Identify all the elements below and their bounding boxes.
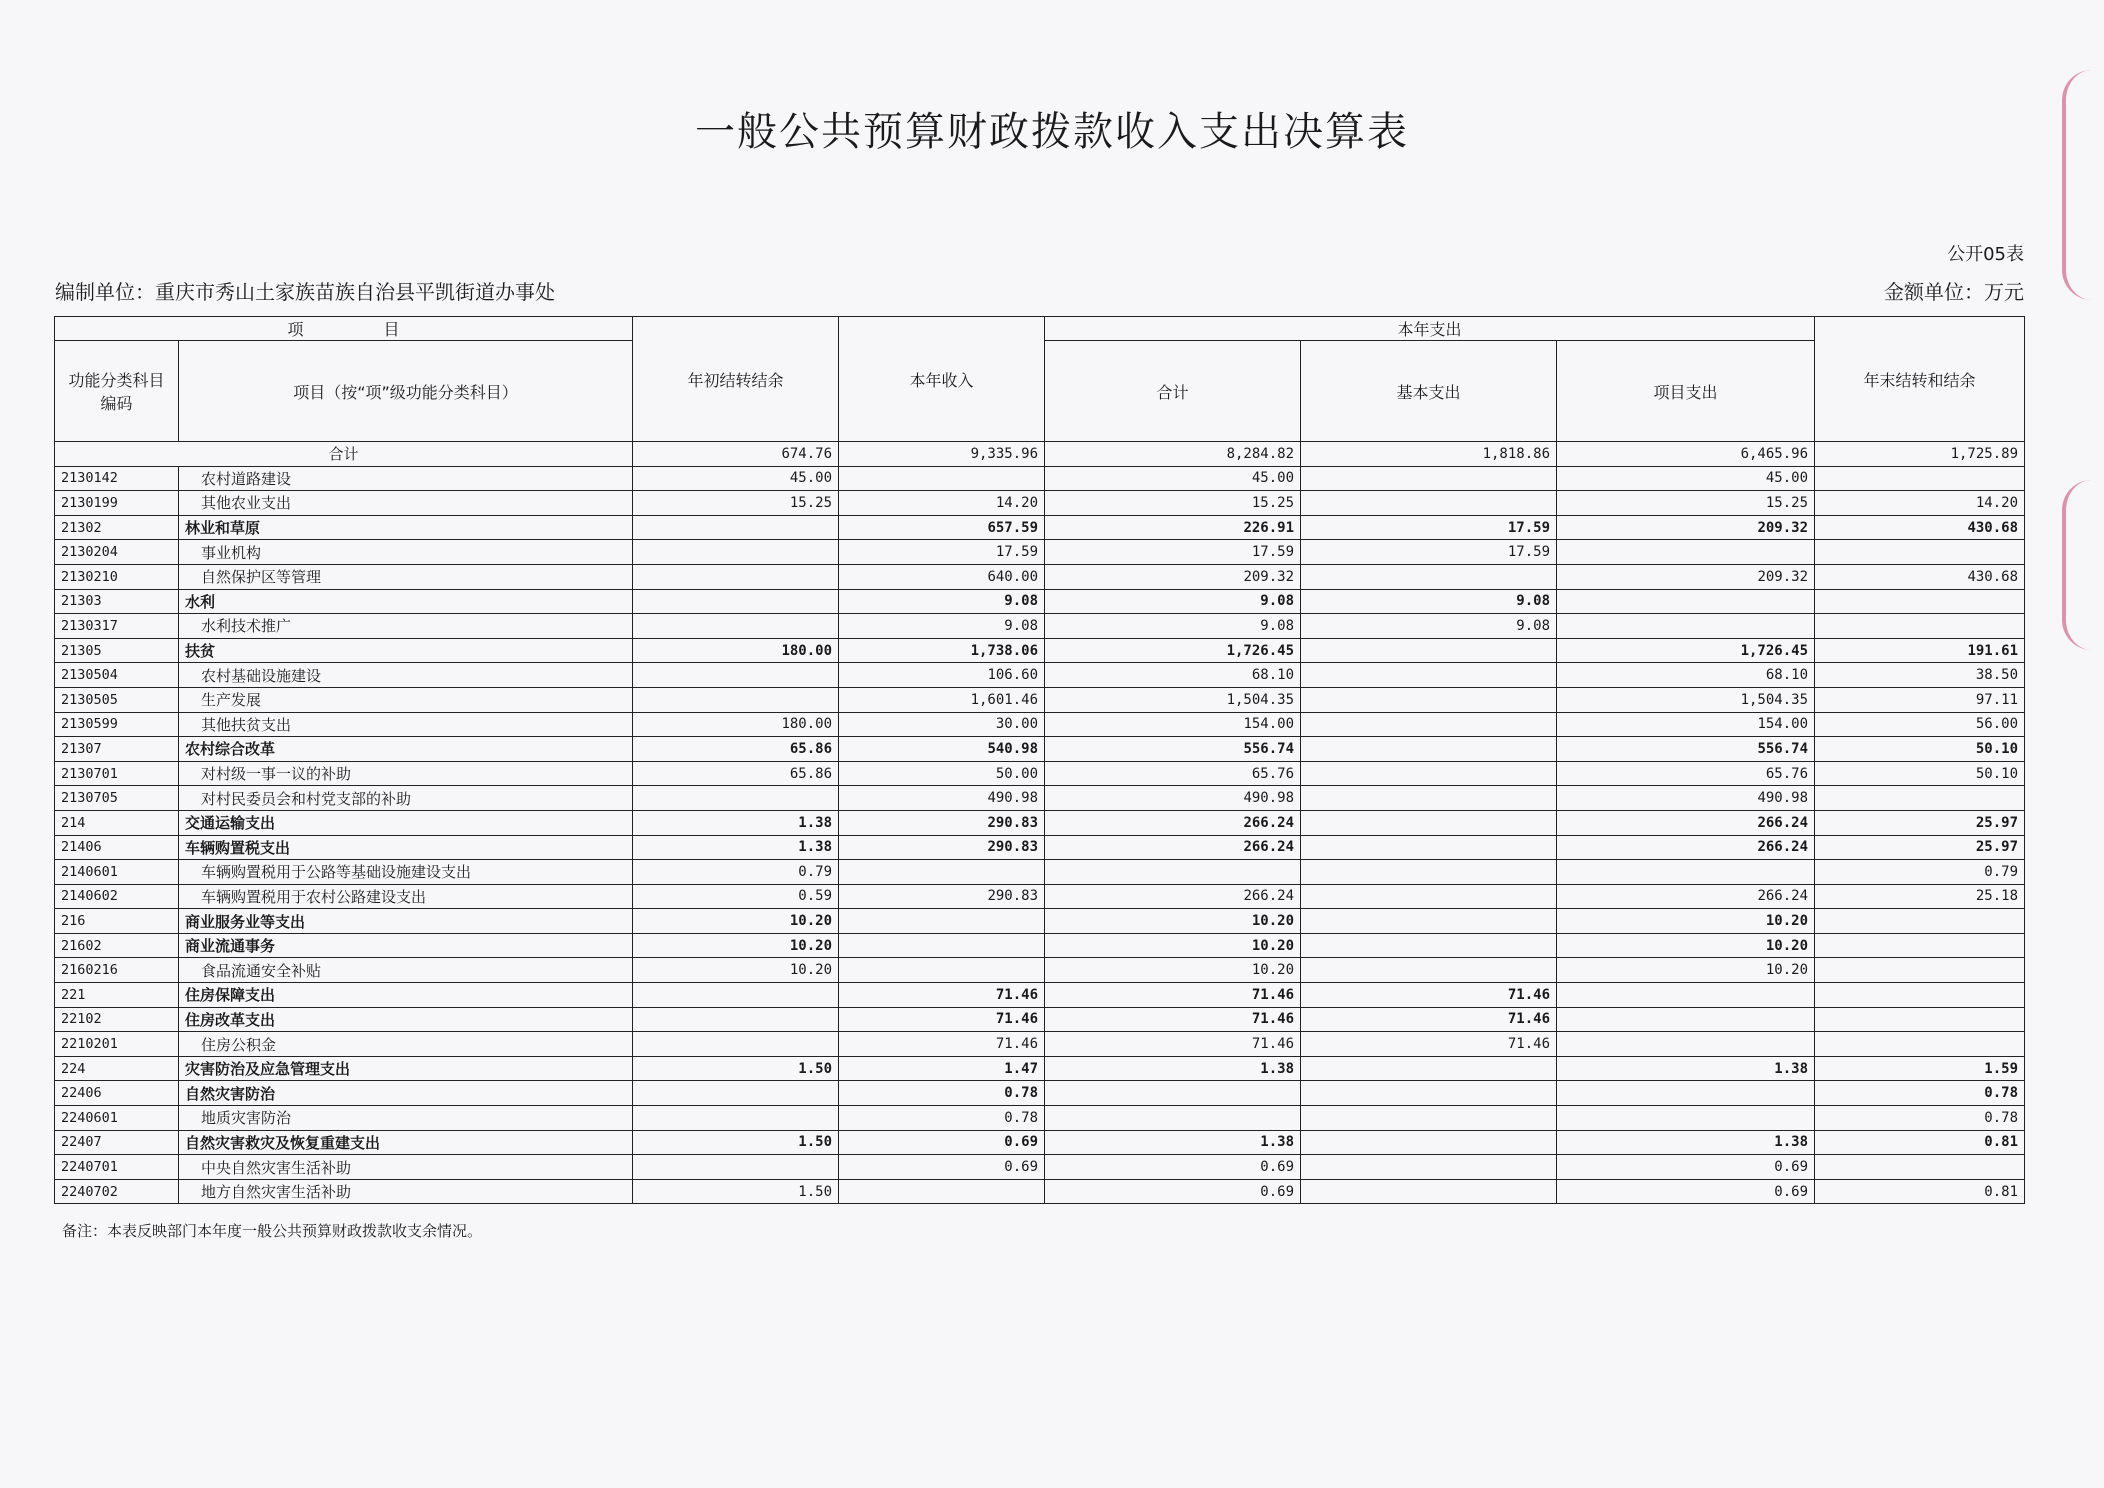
row-exp-total: 10.20 xyxy=(1045,933,1301,958)
row-name: 车辆购置税用于农村公路建设支出 xyxy=(179,884,633,909)
table-row xyxy=(55,663,2025,688)
row-end: 0.79 xyxy=(1815,860,2025,885)
header-end-balance: 年末结转和结余 xyxy=(1815,317,2025,442)
row-exp-total: 65.76 xyxy=(1045,761,1301,786)
table-row xyxy=(55,1106,2025,1131)
row-income: 0.69 xyxy=(839,1130,1045,1155)
row-exp-project: 15.25 xyxy=(1557,491,1815,516)
row-code: 2240701 xyxy=(55,1155,179,1180)
row-exp-total: 490.98 xyxy=(1045,786,1301,811)
row-code: 22407 xyxy=(55,1130,179,1155)
row-name: 住房改革支出 xyxy=(179,1007,633,1032)
table-row xyxy=(55,1130,2025,1155)
row-code: 2240601 xyxy=(55,1106,179,1131)
row-begin xyxy=(633,1081,839,1106)
row-code: 2130599 xyxy=(55,712,179,737)
row-exp-total: 15.25 xyxy=(1045,491,1301,516)
row-begin xyxy=(633,564,839,589)
row-exp-project: 154.00 xyxy=(1557,712,1815,737)
row-name: 交通运输支出 xyxy=(179,810,633,835)
row-end: 25.97 xyxy=(1815,835,2025,860)
row-exp-total: 68.10 xyxy=(1045,663,1301,688)
row-income: 1,738.06 xyxy=(839,638,1045,663)
row-exp-project: 10.20 xyxy=(1557,909,1815,934)
row-exp-project xyxy=(1557,614,1815,639)
row-exp-total: 45.00 xyxy=(1045,466,1301,491)
table-row xyxy=(55,1007,2025,1032)
row-end: 1.59 xyxy=(1815,1056,2025,1081)
row-exp-basic xyxy=(1301,1179,1557,1204)
row-name: 其他扶贫支出 xyxy=(179,712,633,737)
row-exp-total: 9.08 xyxy=(1045,589,1301,614)
row-exp-project: 266.24 xyxy=(1557,810,1815,835)
row-name: 商业服务业等支出 xyxy=(179,909,633,934)
header-expense-total: 合计 xyxy=(1045,341,1301,442)
row-begin: 1.50 xyxy=(633,1056,839,1081)
total-begin: 674.76 xyxy=(633,442,839,467)
row-exp-total: 1.38 xyxy=(1045,1056,1301,1081)
row-exp-basic xyxy=(1301,712,1557,737)
row-exp-total: 209.32 xyxy=(1045,564,1301,589)
row-income: 0.78 xyxy=(839,1081,1045,1106)
table-row xyxy=(55,564,2025,589)
row-begin: 10.20 xyxy=(633,933,839,958)
row-code: 2130199 xyxy=(55,491,179,516)
row-name: 自然保护区等管理 xyxy=(179,564,633,589)
row-exp-basic xyxy=(1301,491,1557,516)
page-title: 一般公共预算财政拨款收入支出决算表 xyxy=(695,109,1409,155)
row-begin xyxy=(633,663,839,688)
row-begin: 10.20 xyxy=(633,909,839,934)
row-exp-total: 71.46 xyxy=(1045,1007,1301,1032)
total-expense-total: 8,284.82 xyxy=(1045,442,1301,467)
table-row xyxy=(55,983,2025,1008)
row-income xyxy=(839,933,1045,958)
row-exp-basic xyxy=(1301,1081,1557,1106)
row-exp-basic: 71.46 xyxy=(1301,1032,1557,1057)
row-exp-basic xyxy=(1301,564,1557,589)
row-income: 490.98 xyxy=(839,786,1045,811)
row-exp-total: 266.24 xyxy=(1045,810,1301,835)
row-code: 2130210 xyxy=(55,564,179,589)
row-name: 林业和草原 xyxy=(179,515,633,540)
row-begin xyxy=(633,1032,839,1057)
row-income: 9.08 xyxy=(839,589,1045,614)
table-row xyxy=(55,1081,2025,1106)
row-exp-project xyxy=(1557,1007,1815,1032)
row-exp-total: 266.24 xyxy=(1045,884,1301,909)
table-row xyxy=(55,491,2025,516)
row-income: 14.20 xyxy=(839,491,1045,516)
row-name: 自然灾害救灾及恢复重建支出 xyxy=(179,1130,633,1155)
row-end xyxy=(1815,540,2025,565)
row-income: 71.46 xyxy=(839,1032,1045,1057)
row-begin: 180.00 xyxy=(633,638,839,663)
row-end: 25.97 xyxy=(1815,810,2025,835)
row-name: 水利技术推广 xyxy=(179,614,633,639)
row-begin: 1.50 xyxy=(633,1179,839,1204)
row-exp-project xyxy=(1557,1032,1815,1057)
table-row xyxy=(55,737,2025,762)
red-seal-mark xyxy=(2062,70,2104,300)
row-name: 农村基础设施建设 xyxy=(179,663,633,688)
row-income xyxy=(839,909,1045,934)
row-exp-total: 1,504.35 xyxy=(1045,687,1301,712)
row-name: 事业机构 xyxy=(179,540,633,565)
row-exp-basic xyxy=(1301,1155,1557,1180)
table-row xyxy=(55,540,2025,565)
row-income: 290.83 xyxy=(839,835,1045,860)
row-code: 22102 xyxy=(55,1007,179,1032)
total-label: 合计 xyxy=(55,442,633,467)
row-name: 对村民委员会和村党支部的补助 xyxy=(179,786,633,811)
total-income: 9,335.96 xyxy=(839,442,1045,467)
row-name: 生产发展 xyxy=(179,687,633,712)
row-exp-basic xyxy=(1301,687,1557,712)
row-begin xyxy=(633,540,839,565)
row-end xyxy=(1815,786,2025,811)
row-begin: 1.38 xyxy=(633,835,839,860)
row-name: 车辆购置税用于公路等基础设施建设支出 xyxy=(179,860,633,885)
row-end: 191.61 xyxy=(1815,638,2025,663)
row-income: 290.83 xyxy=(839,884,1045,909)
row-exp-total: 226.91 xyxy=(1045,515,1301,540)
row-exp-project: 1,504.35 xyxy=(1557,687,1815,712)
row-begin xyxy=(633,515,839,540)
row-exp-basic: 71.46 xyxy=(1301,983,1557,1008)
row-income: 657.59 xyxy=(839,515,1045,540)
row-end xyxy=(1815,589,2025,614)
row-exp-total: 0.69 xyxy=(1045,1179,1301,1204)
row-exp-project xyxy=(1557,540,1815,565)
row-code: 2130142 xyxy=(55,466,179,491)
row-begin: 180.00 xyxy=(633,712,839,737)
row-exp-project: 45.00 xyxy=(1557,466,1815,491)
row-exp-basic: 9.08 xyxy=(1301,614,1557,639)
row-exp-project xyxy=(1557,1081,1815,1106)
row-code: 214 xyxy=(55,810,179,835)
header-code: 功能分类科目编码 xyxy=(55,341,179,442)
row-income xyxy=(839,958,1045,983)
row-name: 自然灾害防治 xyxy=(179,1081,633,1106)
row-exp-total: 556.74 xyxy=(1045,737,1301,762)
row-income: 540.98 xyxy=(839,737,1045,762)
row-begin xyxy=(633,687,839,712)
total-end: 1,725.89 xyxy=(1815,442,2025,467)
table-row xyxy=(55,1155,2025,1180)
row-end xyxy=(1815,909,2025,934)
row-begin: 65.86 xyxy=(633,761,839,786)
row-begin: 15.25 xyxy=(633,491,839,516)
row-income: 1.47 xyxy=(839,1056,1045,1081)
row-code: 224 xyxy=(55,1056,179,1081)
row-exp-basic xyxy=(1301,1130,1557,1155)
amount-unit-label: 金额单位：万元 xyxy=(1884,280,2024,304)
row-end: 50.10 xyxy=(1815,761,2025,786)
row-code: 2130701 xyxy=(55,761,179,786)
row-exp-basic xyxy=(1301,466,1557,491)
row-code: 2160216 xyxy=(55,958,179,983)
row-income xyxy=(839,466,1045,491)
header-name: 项目（按“项”级功能分类科目） xyxy=(179,341,633,442)
row-exp-total xyxy=(1045,860,1301,885)
row-code: 2240702 xyxy=(55,1179,179,1204)
table-row xyxy=(55,687,2025,712)
row-end: 0.81 xyxy=(1815,1179,2025,1204)
row-income: 30.00 xyxy=(839,712,1045,737)
row-name: 地方自然灾害生活补助 xyxy=(179,1179,633,1204)
row-name: 对村级一事一议的补助 xyxy=(179,761,633,786)
row-end: 25.18 xyxy=(1815,884,2025,909)
row-exp-project: 0.69 xyxy=(1557,1179,1815,1204)
row-exp-project xyxy=(1557,860,1815,885)
row-code: 21303 xyxy=(55,589,179,614)
table-row xyxy=(55,1179,2025,1204)
row-code: 2130204 xyxy=(55,540,179,565)
row-end xyxy=(1815,466,2025,491)
row-exp-project: 65.76 xyxy=(1557,761,1815,786)
row-begin xyxy=(633,614,839,639)
table-row xyxy=(55,589,2025,614)
row-exp-project: 10.20 xyxy=(1557,933,1815,958)
header-begin-balance: 年初结转结余 xyxy=(633,317,839,442)
row-code: 21305 xyxy=(55,638,179,663)
row-exp-basic xyxy=(1301,835,1557,860)
row-begin: 1.50 xyxy=(633,1130,839,1155)
table-row xyxy=(55,933,2025,958)
row-begin: 0.59 xyxy=(633,884,839,909)
row-exp-total xyxy=(1045,1081,1301,1106)
row-end xyxy=(1815,933,2025,958)
table-row xyxy=(55,712,2025,737)
table-row xyxy=(55,466,2025,491)
row-code: 2130317 xyxy=(55,614,179,639)
row-begin: 45.00 xyxy=(633,466,839,491)
footnote: 备注：本表反映部门本年度一般公共预算财政拨款收支余情况。 xyxy=(62,1222,483,1240)
row-exp-basic xyxy=(1301,860,1557,885)
row-end: 0.78 xyxy=(1815,1081,2025,1106)
row-code: 2130505 xyxy=(55,687,179,712)
table-row xyxy=(55,638,2025,663)
row-end xyxy=(1815,1032,2025,1057)
row-code: 2140601 xyxy=(55,860,179,885)
row-income: 0.78 xyxy=(839,1106,1045,1131)
row-code: 2140602 xyxy=(55,884,179,909)
row-exp-project: 68.10 xyxy=(1557,663,1815,688)
row-exp-total: 1,726.45 xyxy=(1045,638,1301,663)
row-begin: 0.79 xyxy=(633,860,839,885)
row-exp-project: 556.74 xyxy=(1557,737,1815,762)
row-name: 商业流通事务 xyxy=(179,933,633,958)
row-end xyxy=(1815,1007,2025,1032)
row-exp-total: 17.59 xyxy=(1045,540,1301,565)
organization-label: 编制单位：重庆市秀山土家族苗族自治县平凯街道办事处 xyxy=(55,280,555,304)
row-income: 290.83 xyxy=(839,810,1045,835)
row-begin xyxy=(633,589,839,614)
row-begin: 65.86 xyxy=(633,737,839,762)
row-code: 21307 xyxy=(55,737,179,762)
row-exp-total: 71.46 xyxy=(1045,1032,1301,1057)
row-exp-project: 490.98 xyxy=(1557,786,1815,811)
row-income: 17.59 xyxy=(839,540,1045,565)
table-row xyxy=(55,958,2025,983)
row-end: 0.81 xyxy=(1815,1130,2025,1155)
row-exp-project: 10.20 xyxy=(1557,958,1815,983)
row-exp-basic xyxy=(1301,638,1557,663)
row-exp-project: 266.24 xyxy=(1557,835,1815,860)
row-name: 车辆购置税支出 xyxy=(179,835,633,860)
row-exp-total xyxy=(1045,1106,1301,1131)
row-exp-total: 266.24 xyxy=(1045,835,1301,860)
row-begin xyxy=(633,983,839,1008)
row-exp-basic xyxy=(1301,1056,1557,1081)
row-code: 22406 xyxy=(55,1081,179,1106)
row-exp-basic xyxy=(1301,737,1557,762)
row-income: 0.69 xyxy=(839,1155,1045,1180)
header-expense-basic: 基本支出 xyxy=(1301,341,1557,442)
row-exp-total: 10.20 xyxy=(1045,958,1301,983)
row-end: 97.11 xyxy=(1815,687,2025,712)
table-row xyxy=(55,884,2025,909)
row-exp-project: 1,726.45 xyxy=(1557,638,1815,663)
row-end: 430.68 xyxy=(1815,564,2025,589)
row-exp-basic: 17.59 xyxy=(1301,540,1557,565)
row-name: 住房保障支出 xyxy=(179,983,633,1008)
row-begin xyxy=(633,1007,839,1032)
row-begin xyxy=(633,786,839,811)
row-income: 106.60 xyxy=(839,663,1045,688)
row-end: 0.78 xyxy=(1815,1106,2025,1131)
row-exp-project: 1.38 xyxy=(1557,1056,1815,1081)
row-exp-total: 9.08 xyxy=(1045,614,1301,639)
row-exp-basic: 17.59 xyxy=(1301,515,1557,540)
row-end xyxy=(1815,958,2025,983)
row-code: 21406 xyxy=(55,835,179,860)
row-exp-total: 71.46 xyxy=(1045,983,1301,1008)
form-number: 公开05表 xyxy=(1947,244,2024,265)
red-seal-mark-lower xyxy=(2062,480,2104,650)
row-end: 430.68 xyxy=(1815,515,2025,540)
row-exp-project: 266.24 xyxy=(1557,884,1815,909)
row-code: 2210201 xyxy=(55,1032,179,1057)
row-code: 21302 xyxy=(55,515,179,540)
row-income xyxy=(839,860,1045,885)
row-income: 640.00 xyxy=(839,564,1045,589)
row-income: 1,601.46 xyxy=(839,687,1045,712)
header-item: 项 目 xyxy=(55,317,633,341)
row-end xyxy=(1815,1155,2025,1180)
row-name: 灾害防治及应急管理支出 xyxy=(179,1056,633,1081)
row-name: 水利 xyxy=(179,589,633,614)
row-name: 地质灾害防治 xyxy=(179,1106,633,1131)
row-name: 食品流通安全补贴 xyxy=(179,958,633,983)
row-income: 9.08 xyxy=(839,614,1045,639)
row-income xyxy=(839,1179,1045,1204)
row-name: 其他农业支出 xyxy=(179,491,633,516)
header-expense: 本年支出 xyxy=(1045,317,1815,341)
row-end: 50.10 xyxy=(1815,737,2025,762)
row-begin: 10.20 xyxy=(633,958,839,983)
table-row xyxy=(55,1056,2025,1081)
total-expense-basic: 1,818.86 xyxy=(1301,442,1557,467)
budget-table xyxy=(54,316,2025,1204)
row-name: 农村综合改革 xyxy=(179,737,633,762)
row-exp-project: 209.32 xyxy=(1557,515,1815,540)
row-exp-basic xyxy=(1301,786,1557,811)
row-name: 扶贫 xyxy=(179,638,633,663)
row-end xyxy=(1815,983,2025,1008)
row-exp-project: 0.69 xyxy=(1557,1155,1815,1180)
row-name: 农村道路建设 xyxy=(179,466,633,491)
row-end: 56.00 xyxy=(1815,712,2025,737)
total-expense-project: 6,465.96 xyxy=(1557,442,1815,467)
row-end: 38.50 xyxy=(1815,663,2025,688)
row-begin: 1.38 xyxy=(633,810,839,835)
table-row xyxy=(55,761,2025,786)
row-name: 中央自然灾害生活补助 xyxy=(179,1155,633,1180)
row-exp-project: 1.38 xyxy=(1557,1130,1815,1155)
row-exp-total: 0.69 xyxy=(1045,1155,1301,1180)
table-row xyxy=(55,614,2025,639)
table-row xyxy=(55,909,2025,934)
row-begin xyxy=(633,1106,839,1131)
row-name: 住房公积金 xyxy=(179,1032,633,1057)
row-exp-basic xyxy=(1301,909,1557,934)
row-code: 216 xyxy=(55,909,179,934)
row-exp-basic xyxy=(1301,1106,1557,1131)
row-exp-basic xyxy=(1301,810,1557,835)
table-row xyxy=(55,810,2025,835)
table-row xyxy=(55,515,2025,540)
row-code: 2130504 xyxy=(55,663,179,688)
row-exp-total: 10.20 xyxy=(1045,909,1301,934)
row-exp-project: 209.32 xyxy=(1557,564,1815,589)
row-exp-basic xyxy=(1301,884,1557,909)
table-row xyxy=(55,1032,2025,1057)
row-code: 221 xyxy=(55,983,179,1008)
row-exp-basic: 71.46 xyxy=(1301,1007,1557,1032)
row-code: 21602 xyxy=(55,933,179,958)
row-exp-total: 154.00 xyxy=(1045,712,1301,737)
row-exp-project xyxy=(1557,1106,1815,1131)
total-row xyxy=(55,442,2025,467)
header-expense-project: 项目支出 xyxy=(1557,341,1815,442)
row-code: 2130705 xyxy=(55,786,179,811)
row-exp-project xyxy=(1557,589,1815,614)
row-begin xyxy=(633,1155,839,1180)
row-income: 71.46 xyxy=(839,983,1045,1008)
row-exp-basic xyxy=(1301,958,1557,983)
table-row xyxy=(55,786,2025,811)
row-exp-total: 1.38 xyxy=(1045,1130,1301,1155)
row-exp-basic xyxy=(1301,933,1557,958)
row-exp-basic xyxy=(1301,663,1557,688)
row-exp-basic xyxy=(1301,761,1557,786)
row-income: 71.46 xyxy=(839,1007,1045,1032)
row-end xyxy=(1815,614,2025,639)
row-exp-basic: 9.08 xyxy=(1301,589,1557,614)
row-income: 50.00 xyxy=(839,761,1045,786)
header-income: 本年收入 xyxy=(839,317,1045,442)
row-exp-project xyxy=(1557,983,1815,1008)
row-end: 14.20 xyxy=(1815,491,2025,516)
table-row xyxy=(55,835,2025,860)
table-row xyxy=(55,860,2025,885)
